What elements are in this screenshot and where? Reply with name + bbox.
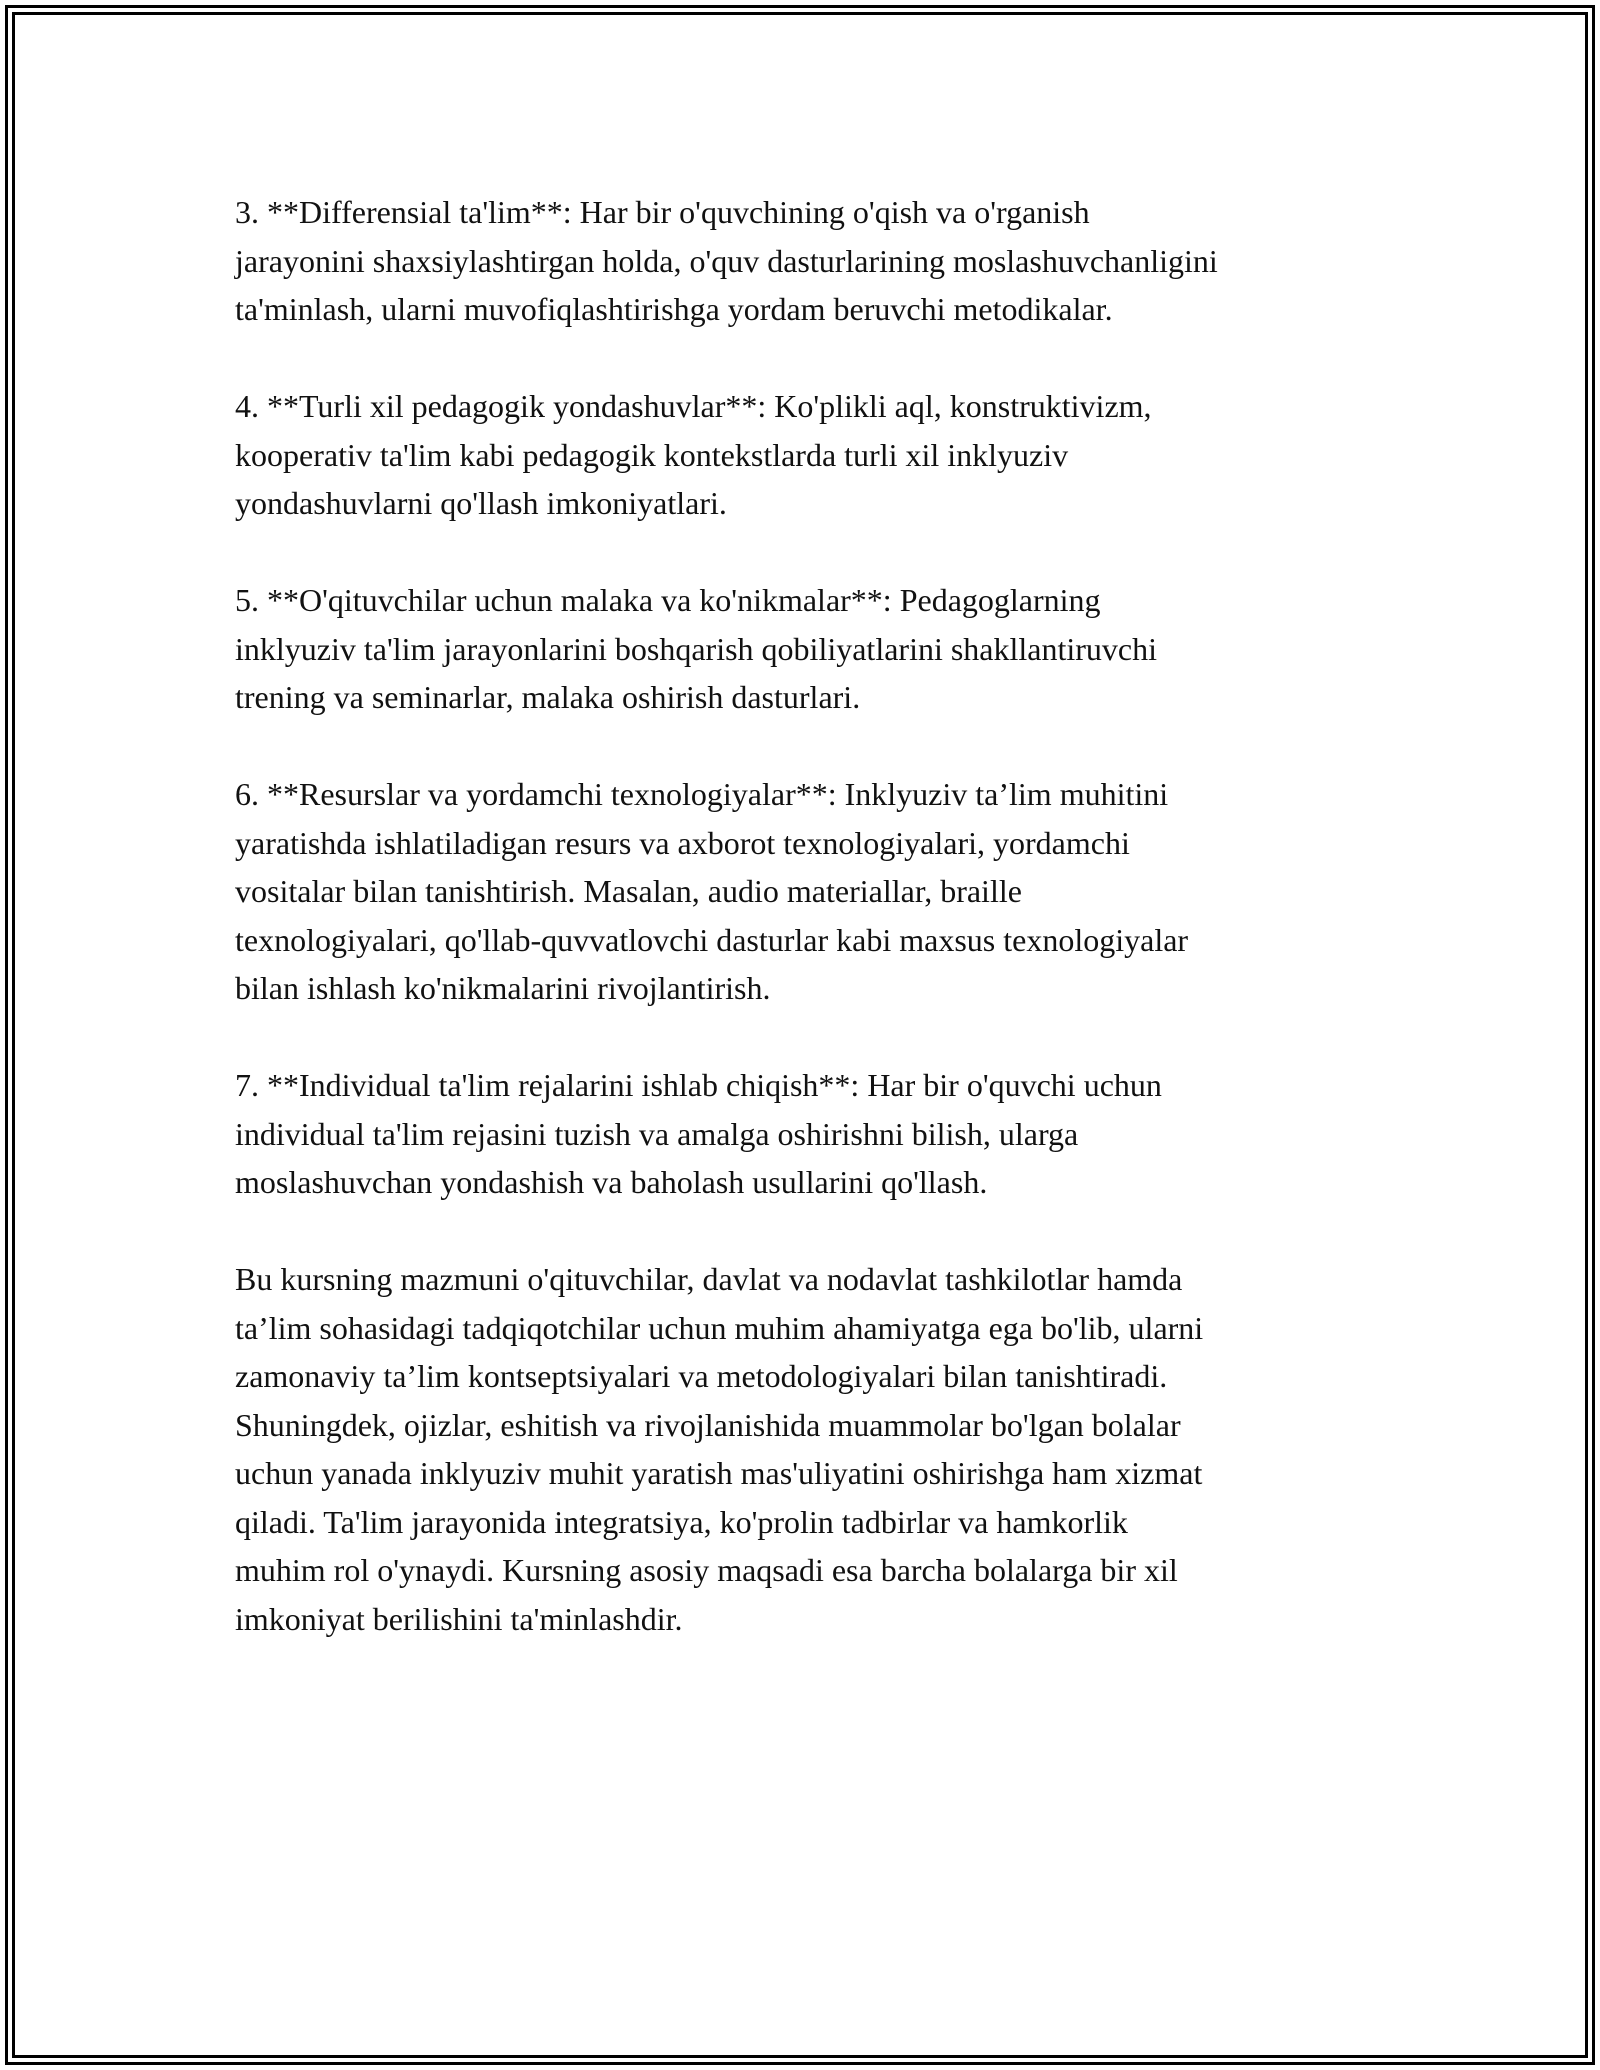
paragraph-kurs-mazmuni: Bu kursning mazmuni o'qituvchilar, davlat va nodavlat tashkilotlar hamda ta’lim sohasidagi tadqiqotchilar uchun muhim ahamiyatga ega bo'lib, ularni zamonaviy ta’lim kontseptsiyalari va metodologiyalari bilan tanishtiradi. Shuningdek, ojizlar, eshitish va rivojlanishida muammolar bo'lgan bolalar uchun yanada inklyuziv muhit yaratish mas'uliyatini oshirishga ham xizmat qiladi. Ta'lim jarayonida integratsiya, ko'prolin tadbirlar va hamkorlik muhim rol o'ynaydi. Kursning asosiy maqsadi esa barcha bolalarga bir xil imkoniyat berilishini ta'minlashdir.	[235, 1261, 1204, 1637]
document-body	[235, 188, 1395, 1692]
paragraph-resurslar-texnologiyalar: 6. **Resurslar va yordamchi texnologiyalar**: Inklyuziv ta’lim muhitini yaratishda ishlatiladigan resurs va axborot texnologiyalari, yordamchi vositalar bilan tanishtirish. Masalan, audio materiallar, braille texnologiyalari, qo'llab-quvvatlovchi dasturlar kabi maxsus texnologiyalar bilan ishlash ko'nikmalarini rivojlantirish.	[235, 776, 1189, 1006]
paragraph-individual-rejalar: 7. **Individual ta'lim rejalarini ishlab chiqish**: Har bir o'quvchi uchun individual ta'lim rejasini tuzish va amalga oshirishni bilish, ularga moslashuvchan yondashish va baholash usullarini qo'llash.	[235, 1067, 1162, 1200]
paragraph-differensial-talim: 3. **Differensial ta'lim**: Har bir o'quvchining o'qish va o'rganish jarayonini shaxsiylashtirgan holda, o'quv dasturlarining moslashuvchanligini ta'minlash, ularni muvofiqlashtirishga yordam beruvchi metodikalar.	[235, 194, 1218, 327]
paragraph-pedagogik-yondashuvlar: 4. **Turli xil pedagogik yondashuvlar**: Ko'plikli aql, konstruktivizm, kooperativ ta'lim kabi pedagogik kontekstlarda turli xil inklyuziv yondashuvlarni qo'llash imkoniyatlari.	[235, 388, 1152, 521]
paragraph-oqituvchilar-malaka: 5. **O'qituvchilar uchun malaka va ko'nikmalar**: Pedagoglarning inklyuziv ta'lim jarayonlarini boshqarish qobiliyatlarini shakllantiruvchi trening va seminarlar, malaka oshirish dasturlari.	[235, 582, 1158, 715]
